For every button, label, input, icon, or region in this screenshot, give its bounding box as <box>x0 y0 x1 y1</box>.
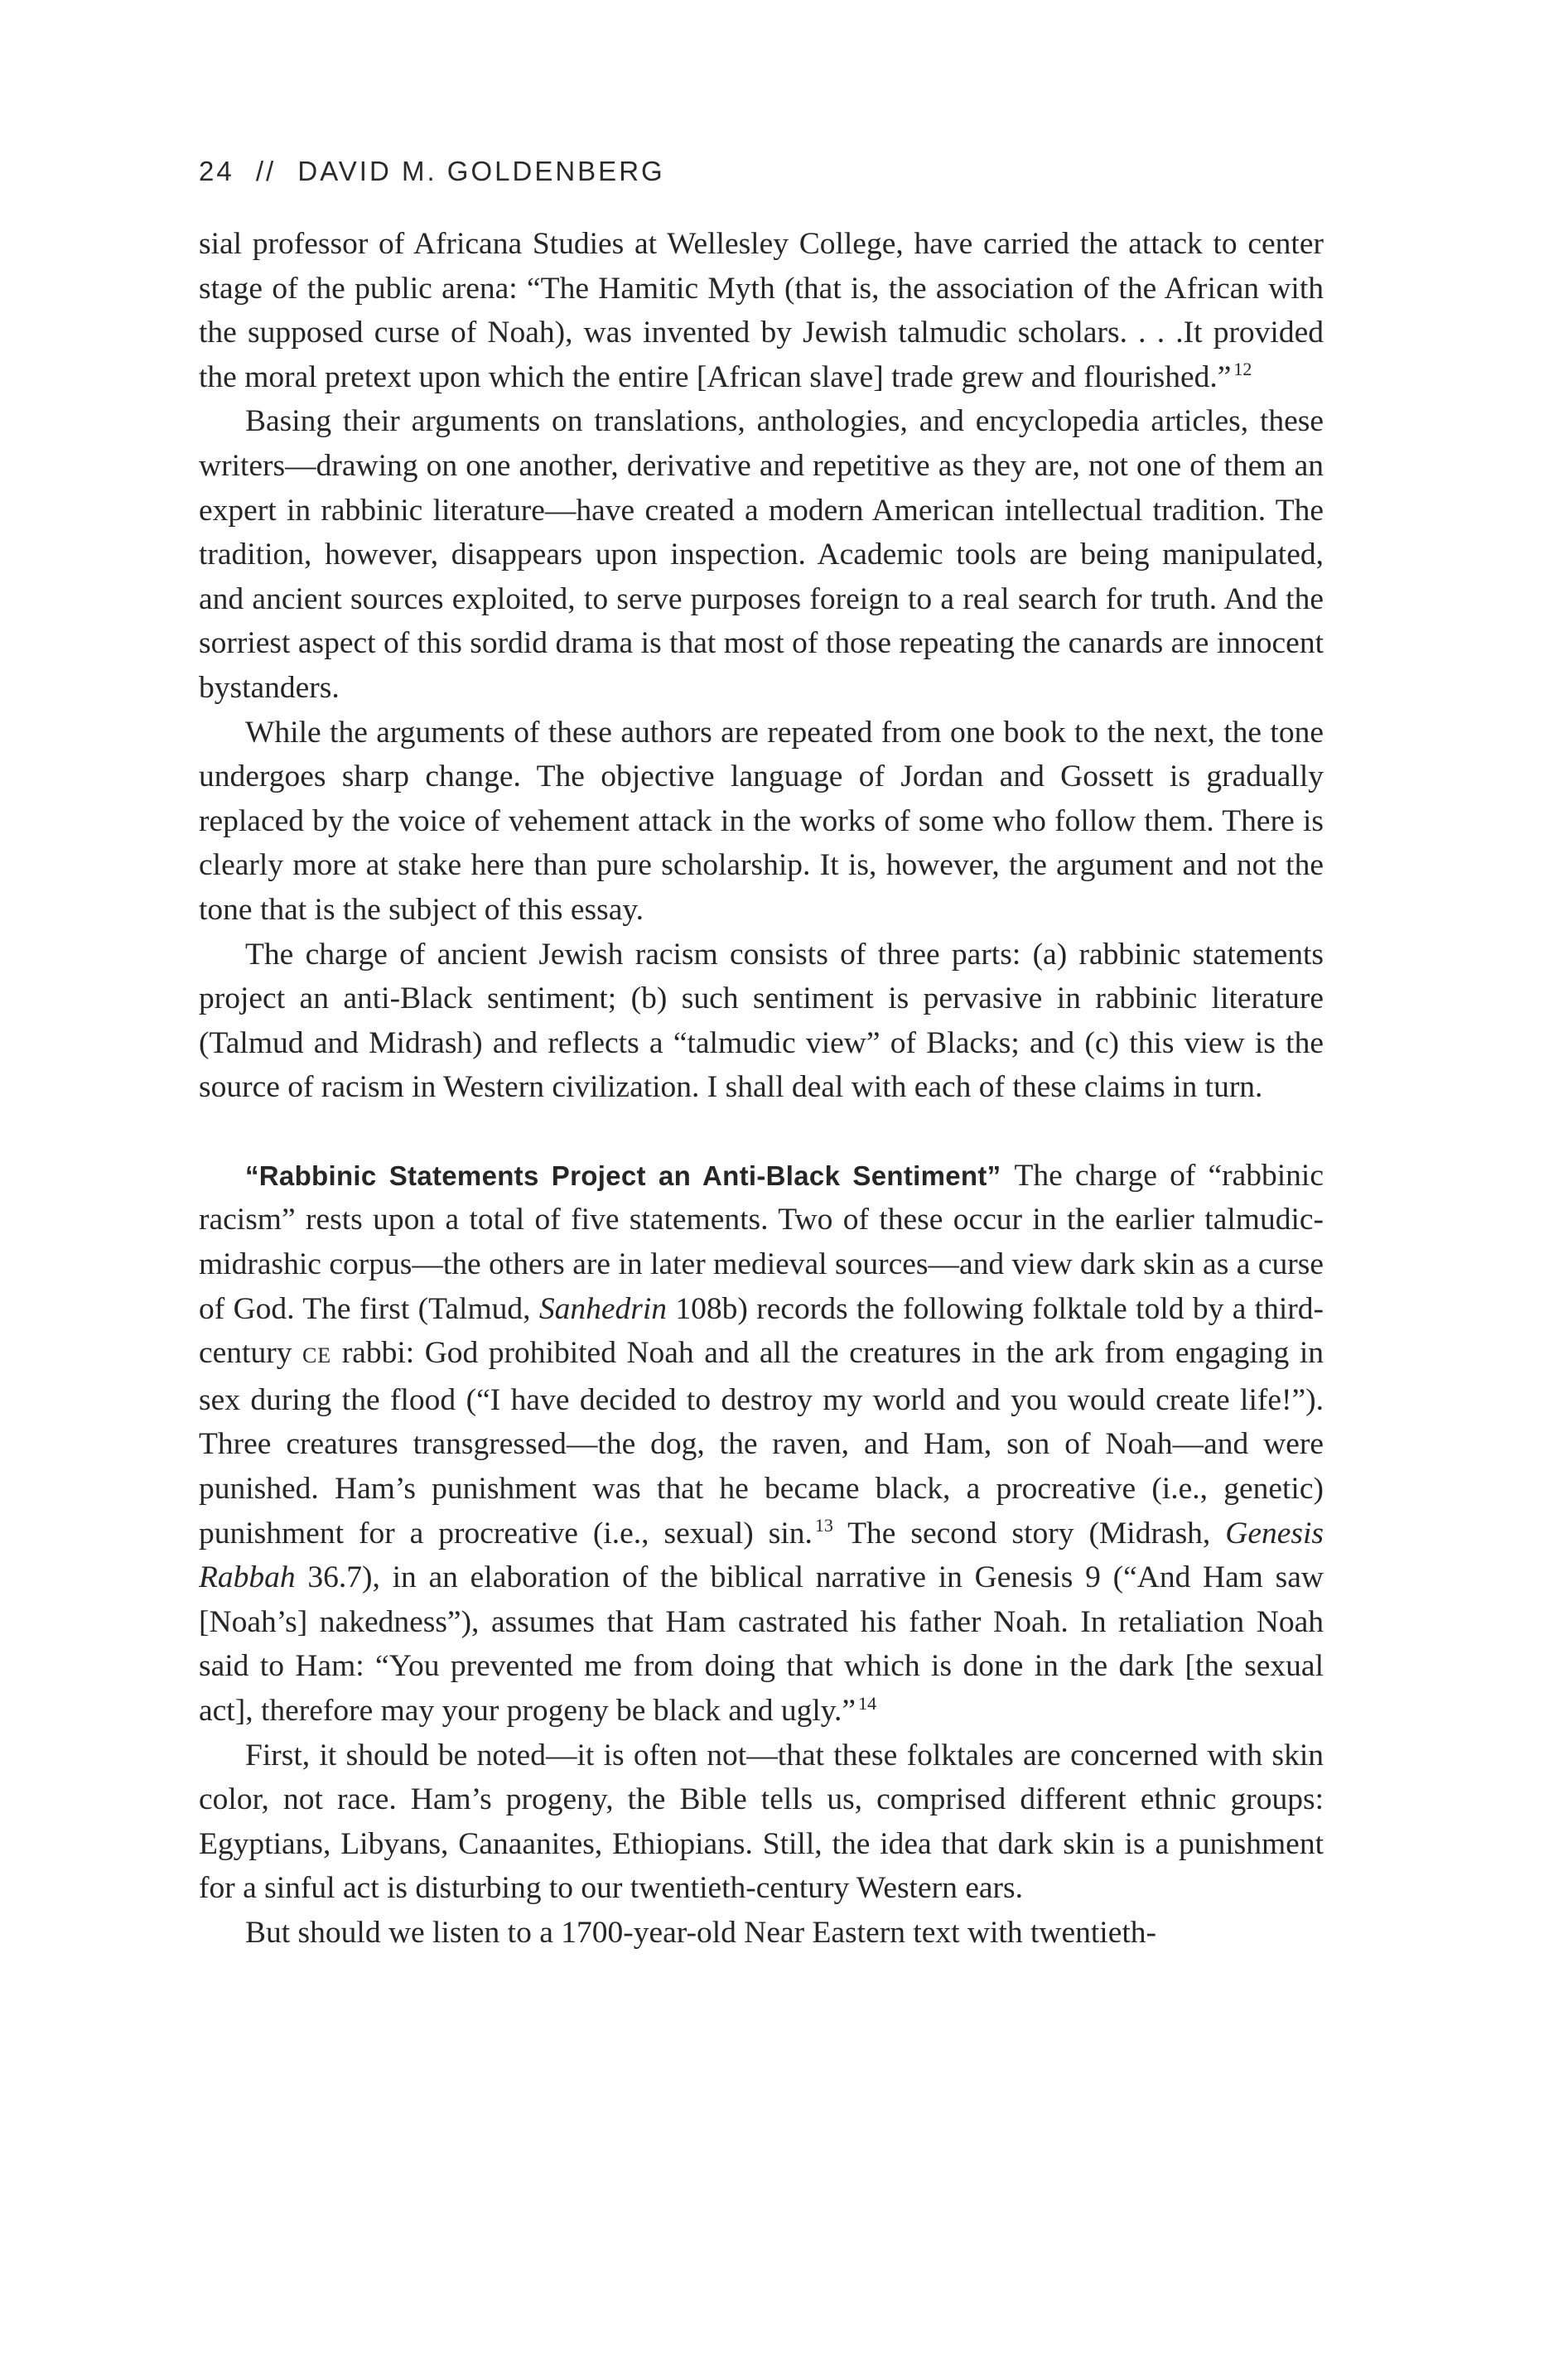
body-text <box>199 222 1324 1956</box>
paragraph-5 <box>199 1154 1324 1734</box>
citation-genesis-rabbah: Genesis Rabbah <box>199 1516 1324 1595</box>
paragraph-2: Basing their arguments on translations, anthologies, and encyclopedia articles, these writers—drawing on one another, derivative and repetitive as they are, not one of them an expert in rabbinic literature—have created a modern American intellectual tradition. The tradition, however, disappears upon inspection. Academic tools are being manipulated, and ancient sources exploited, to serve purposes foreign to a real search for truth. And the sorriest aspect of this sordid drama is that most of those repeating the canards are innocent bystanders. <box>199 404 1324 705</box>
era-label: CE <box>302 1343 332 1368</box>
footnote-ref-12: 12 <box>1233 359 1252 380</box>
page-number: 24 <box>199 156 234 186</box>
section-heading: “Rabbinic Statements Project an Anti-Black Sentiment” <box>245 1160 1001 1191</box>
paragraph-7: But should we listen to a 1700-year-old Near Eastern text with twentieth- <box>245 1915 1157 1950</box>
p5-text-4: The second story (Midrash, <box>832 1516 1226 1550</box>
p5-text-1: The charge of “rabbinic racism” rests upon a total of five statements. Two of these occur in the earlier talmudic-midrashic corpus—the others are in later medieval sources—and view dark skin as a curse of God. The first (Talmud, <box>199 1158 1324 1326</box>
header-separator: // <box>255 156 277 186</box>
footnote-ref-13: 13 <box>814 1515 833 1536</box>
paragraph-1-text: sial professor of Africana Studies at Wellesley College, have carried the attack to center stage of the public arena: “The Hamitic Myth (that is, the association of the African with the supposed curse of Noah), was invented by Jewish talmudic scholars. . . .It provided the moral pretext upon which the entire [African slave] trade grew and flourished.” <box>199 227 1324 394</box>
paragraph-1 <box>199 222 1324 399</box>
author-name: DAVID M. GOLDENBERG <box>297 156 665 186</box>
paragraph-3: While the arguments of these authors are repeated from one book to the next, the tone undergoes sharp change. The objective language of Jordan and Gossett is gradually replaced by the voice of vehement attack in the works of some who follow them. There is clearly more at stake here than pure scholarship. It is, however, the argument and not the tone that is the subject of this essay. <box>199 715 1324 927</box>
paragraph-4: The charge of ancient Jewish racism consists of three parts: (a) rabbinic statements project an anti-Black sentiment; (b) such sentiment is pervasive in rabbinic literature (Talmud and Midrash) and reflects a “talmudic view” of Blacks; and (c) this view is the source of racism in Western civilization. I shall deal with each of these claims in turn. <box>199 937 1324 1105</box>
p5-text-2: 108b) records the following folktale told by a third-century <box>199 1291 1324 1371</box>
paragraph-6: First, it should be noted—it is often not—that these folktales are concerned with skin color, not race. Ham’s progeny, the Bible tells us, comprised different ethnic groups: Egyptians, Libyans, Canaanites, Ethiopians. Still, the idea that dark skin is a punishment for a sinful act is disturbing to our twentieth-century Western ears. <box>199 1738 1324 1906</box>
p5-text-5: 36.7), in an elaboration of the biblical narrative in Genesis 9 (“And Ham saw [Noah’s] nakedness”), assumes that Ham castrated his father Noah. In retaliation Noah said to Ham: “You prevented me from doing that which is done in the dark [the sexual act], therefore may your progeny be black and ugly.” <box>199 1560 1324 1728</box>
p5-text-3: rabbi: God prohibited Noah and all the creatures in the ark from engaging in sex during the flood (“I have decided to destroy my world and you would create life!”). Three creatures transgressed—the dog, the raven, and Ham, son of Noah—and were punished. Ham’s punishment was that he became black, a procreative (i.e., genetic) punishment for a procreative (i.e., sexual) sin. <box>199 1336 1324 1550</box>
citation-sanhedrin: Sanhedrin <box>538 1291 668 1326</box>
footnote-ref-14: 14 <box>858 1692 877 1714</box>
running-header <box>199 156 665 187</box>
